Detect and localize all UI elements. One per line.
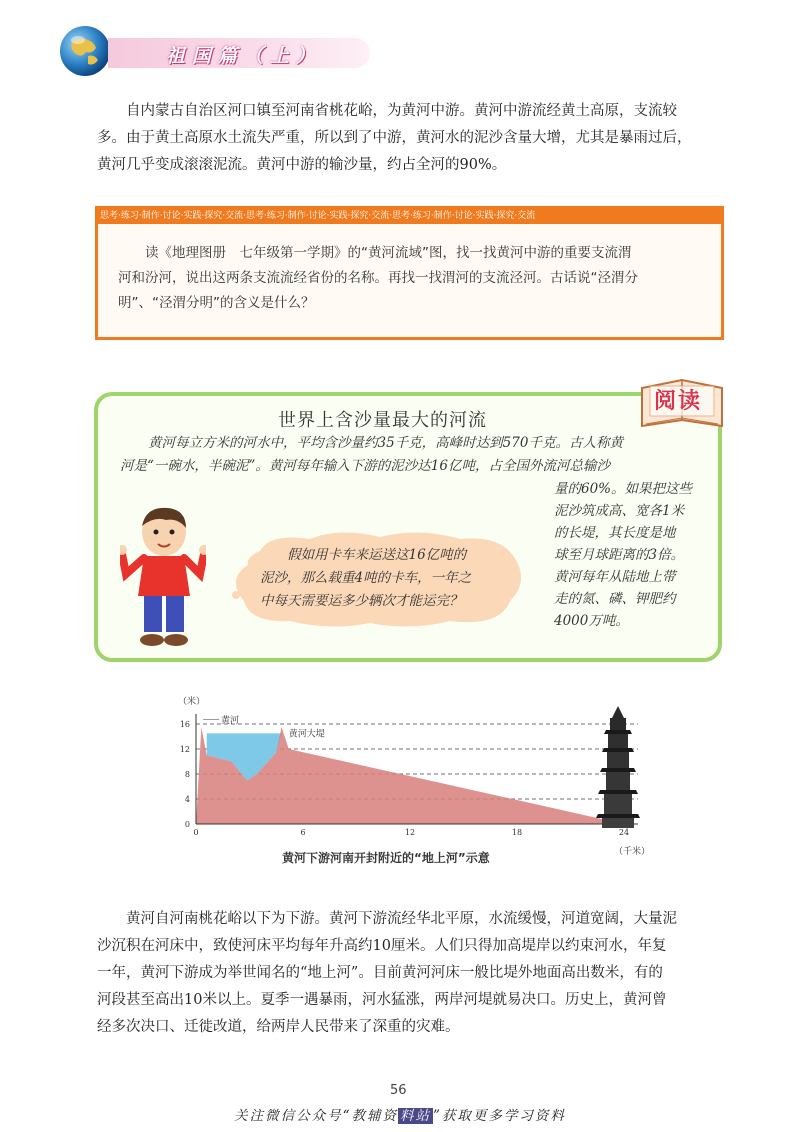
lower-line: 黄河自河南桃花峪以下为下游。黄河下游流经华北平原，水流缓慢，河道宽阔，大量泥: [97, 911, 677, 927]
reading-line: 河是“一碗水，半碗泥”。黄河每年输入下游的泥沙达16亿吨，占全国外流河总输沙: [120, 458, 610, 474]
side-line: 球至月球距离的3倍。: [554, 547, 685, 563]
activity-box: [95, 206, 724, 340]
bubble-line: 中每天需要运多少辆次才能运完？: [260, 593, 463, 609]
levee-label: 黄河大堤: [288, 729, 325, 740]
y-tick-label: 12: [179, 745, 190, 754]
bubble-text: [260, 544, 510, 613]
reading-title: 世界上含沙量最大的河流: [278, 410, 487, 431]
reading-box: [94, 389, 722, 662]
side-line: 黄河每年从陆地上带: [554, 569, 676, 585]
y-tick-label: 8: [184, 770, 190, 779]
section-title: 祖国篇（上）: [166, 45, 323, 67]
x-axis-label: （千米）: [614, 847, 651, 857]
x-tick-label: 18: [511, 828, 523, 837]
lower-line: 一年，黄河下游成为举世闻名的“地上河”。目前黄河河床一般比堤外地面高出数米，有的: [97, 965, 663, 981]
elevated-river-chart: [160, 690, 660, 870]
activity-text: [118, 241, 702, 316]
reading-line: 黄河每立方米的河水中，平均含沙量约35千克，高峰时达到570千克。古人称黄: [148, 435, 623, 451]
side-line: 的长堤，其长度是地: [554, 525, 676, 541]
footer-text: ”获取更多学习资料: [433, 1108, 566, 1124]
globe-icon: [58, 24, 112, 78]
activity-line: 河和汾河，说出这两条支流流经省份的名称。再找一找渭河的支流泾河。古话说“泾渭分: [118, 270, 638, 286]
x-tick-label: 12: [404, 828, 416, 837]
page-number: 56: [390, 1083, 407, 1098]
intro-line: 黄河几乎变成滚滚泥流。黄河中游的输沙量，约占全河的90%。: [97, 157, 507, 173]
bubble-line: 假如用卡车来运送这16亿吨的: [287, 547, 467, 563]
side-line: 量的60%。如果把这些: [554, 481, 693, 497]
y-tick-label: 16: [179, 720, 190, 729]
x-tick-label: 6: [300, 828, 306, 837]
activity-line: 读《地理图册 七年级第一学期》的“黄河流域”图，找一找黄河中游的重要支流渭: [145, 245, 632, 261]
y-tick-label: 4: [184, 795, 190, 804]
activity-line: 明”、“泾渭分明”的含义是什么？: [118, 295, 315, 311]
lower-paragraph: [97, 906, 720, 1041]
footer-text: 关注微信公众号“教辅资: [234, 1108, 398, 1124]
intro-line: 自内蒙古自治区河口镇至河南省桃花峪，为黄河中游。黄河中游流经黄土高原，支流较: [97, 103, 677, 119]
lower-line: 河段甚至高出10米以上。夏季一遇暴雨，河水猛涨，两岸河堤就易决口。历史上，黄河曾: [97, 992, 667, 1008]
reading-badge: 阅读: [654, 389, 703, 414]
y-tick-label: 0: [184, 820, 190, 829]
side-line: 4000万吨。: [554, 613, 629, 629]
intro-line: 多。由于黄土高原水土流失严重，所以到了中游，黄河水的泥沙含量大增，尤其是暴雨过后，: [97, 130, 692, 146]
bubble-line: 泥沙，那么载重4吨的卡车，一年之: [260, 570, 472, 586]
side-line: 泥沙筑成高、宽各1米: [554, 503, 685, 519]
footer-note: [0, 1104, 800, 1124]
activity-strip: 思考·练习·制作·讨论·实践·探究·交流·思考·练习·制作·讨论·实践·探究·交流·思考·练习·制作·讨论·实践·探究·交流: [98, 209, 721, 224]
boy-illustration: [120, 504, 206, 654]
section-header: [58, 24, 323, 80]
side-line: 走的氮、磷、钾肥约: [554, 591, 676, 607]
x-tick-label: 24: [618, 828, 630, 837]
chart-title: 黄河下游河南开封附近的“地上河”示意: [282, 851, 490, 865]
footer-highlight: 料站: [400, 1108, 431, 1124]
reading-side-text: [554, 478, 714, 632]
lower-line: 经多次决口、迁徙改道，给两岸人民带来了深重的灾难。: [97, 1019, 460, 1035]
intro-paragraph: [97, 98, 720, 179]
section-banner: [108, 38, 370, 68]
y-axis-label: （米）: [178, 697, 206, 707]
river-label: 黄河: [220, 715, 239, 726]
lower-line: 沙沉积在河床中，致使河床平均每年升高约10厘米。人们只得加高堤岸以约束河水，年复: [97, 938, 667, 954]
x-tick-label: 0: [193, 828, 199, 837]
